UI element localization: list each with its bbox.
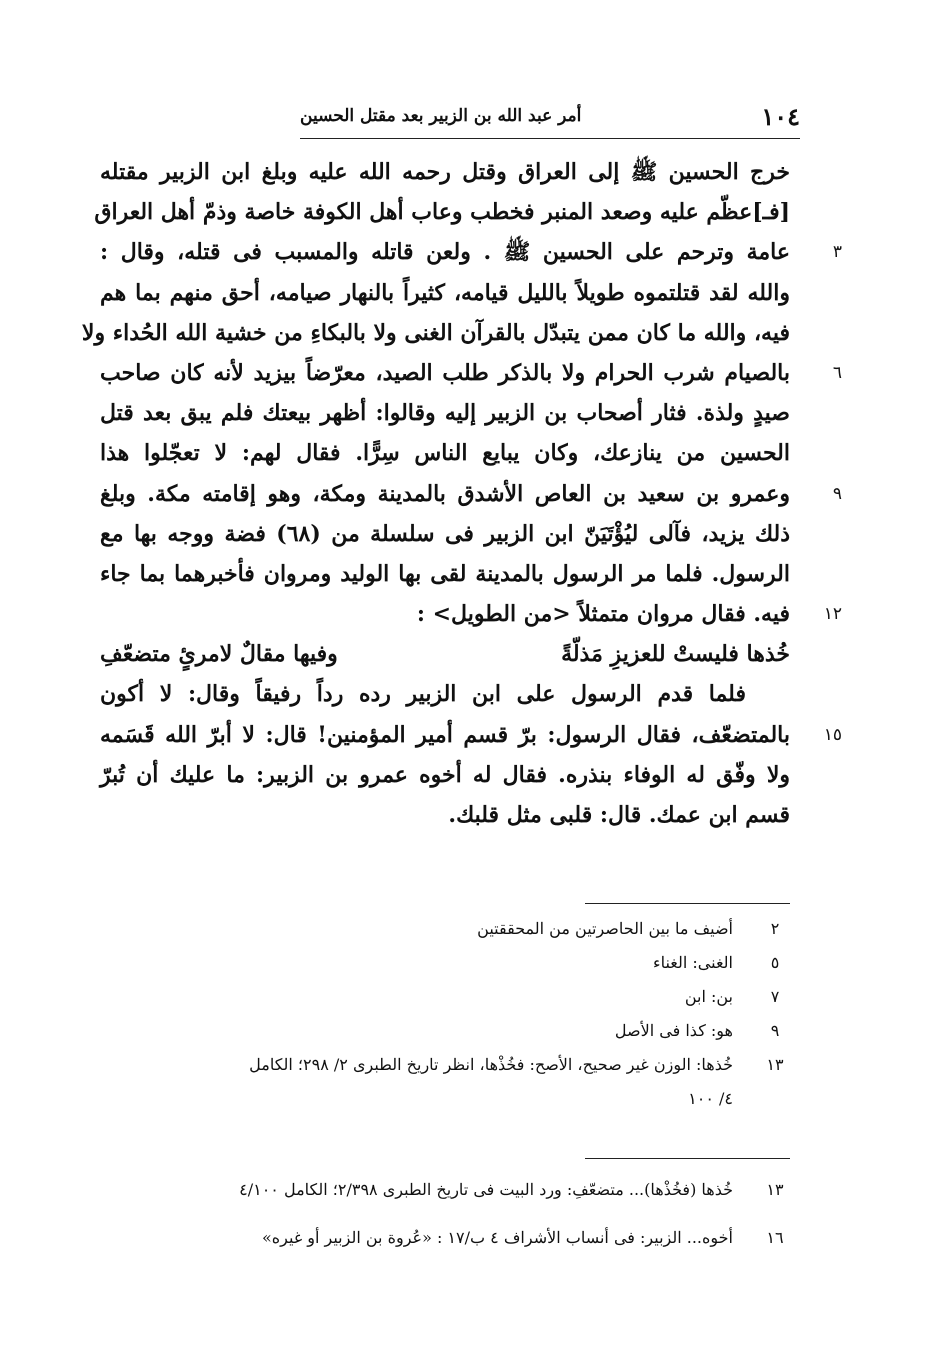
footnote-rule <box>585 903 790 904</box>
footnote: ١٣ خُذها (فخُذْها)... متضعّفِ: ورد البيت فى تاريخ الطبرى ٢/٣٩٨؛ الكامل ٤/١٠٠ <box>100 1166 790 1214</box>
footnote-ref: ١٣ <box>766 1055 784 1074</box>
line-number: ١٥ <box>823 724 842 745</box>
footnote: ٥ الغنى: الغناء <box>100 946 790 980</box>
footnote: ٧ بن: ابن <box>100 980 790 1014</box>
text-line: صيدٍ ولذة. فثار أصحاب بن الزبير إليه وقالوا: أظهر بيعتك فلم يبق بعد قتل <box>100 400 790 427</box>
line-number: ١٢ <box>823 604 842 625</box>
footnote-ref: ١٦ <box>766 1228 784 1247</box>
text-line: فلما قدم الرسول على ابن الزبير رده رداً رفيقاً وقال: لا أكون <box>100 681 746 708</box>
text-line: الحسين من ينازعك، وكان يبايع الناس سِرًّا. فقال لهم: لا تعجّلوا هذا <box>100 440 790 467</box>
verse-hemistich-1: خُذها فليستْ للعزيزِ مَذلّةً <box>561 641 790 668</box>
footnote: ٤/ ١٠٠ <box>688 1089 733 1108</box>
text-line: ٩ وعمرو بن سعيد بن العاص الأشدق بالمدينة ومكة، وهو إقامته مكة. وبلغ <box>100 474 790 514</box>
footnote-ref: ٢ <box>770 919 780 938</box>
text-line: خرج الحسين ﷺ إلى العراق وقتل رحمه الله عليه وبلغ ابن الزبير مقتله <box>100 159 790 185</box>
footnote-ref: ١٣ <box>766 1180 784 1199</box>
text-line: والله لقد قتلتموه طويلاً بالليل قيامه، كثيراً بالنهار صيامه، أحق منهم بما هم <box>100 279 790 306</box>
running-header <box>300 100 800 132</box>
footnote: ٩ هو: كذا فى الأصل <box>100 1014 790 1048</box>
text-line: ١٢ فيه. فقال مروان متمثلاً <من الطويل> : <box>100 594 790 634</box>
footnote: ١٣ خُذها: الوزن غير صحيح، الأصح: فخُذْها، انظر تاريخ الطبرى ٢/ ٢٩٨؛ الكامل <box>100 1048 790 1082</box>
page-number: ١٠٤ <box>761 101 800 131</box>
header-rule <box>300 138 800 139</box>
footnote-rule <box>585 1158 790 1159</box>
text-line: ذلك يزيد، فآلى ليُؤْتَيَنّ ابن الزبير فى سلسلة من (٦٨) فضة ووجه بها مع <box>100 520 790 547</box>
footnote-ref: ٥ <box>770 953 780 972</box>
footnotes-apparatus <box>100 912 790 1116</box>
text-line: فيه، والله ما كان ممن يتبدّل بالقرآن الغنى ولا بالبكاءِ من خشية الله الحُداء ولا <box>81 319 790 346</box>
text-line: ١٥ بالمتضعّف، فقال الرسول: برّ قسم أمير المؤمنين! قال: لا أبرّ الله قَسَمه <box>100 715 790 755</box>
text-line: قسم ابن عمك. قال: قلبى مثل قلبك. <box>448 802 790 828</box>
text-line: الرسول. فلما مر الرسول بالمدينة لقى بها الوليد ومروان فأخبرهما بما جاء <box>100 560 790 587</box>
verse-line <box>100 634 790 674</box>
main-text <box>81 152 842 835</box>
running-title: أمر عبد الله بن الزبير بعد مقتل الحسين <box>300 106 582 126</box>
footnotes-sources <box>100 1166 790 1262</box>
text-line: ٦ بالصيام شرب الحرام ولا بالذكر طلب الصيد، معرّضاً بيزيد لأنه كان صاحب <box>100 353 790 393</box>
line-number: ٣ <box>832 242 842 263</box>
text-line: ولا وفّق له الوفاء بنذره. فقال له أخوه عمرو بن الزبير: ما عليك أن تُبرّ <box>100 761 790 788</box>
line-number: ٦ <box>832 362 842 383</box>
verse-hemistich-2: وفيها مقالٌ لامرئٍ متضعّفِ <box>100 641 338 668</box>
footnote-ref: ٩ <box>770 1021 780 1040</box>
footnote: ١٦ أخوه... الزبير: فى أنساب الأشراف ٤ ب/١٧ : «عُروة بن الزبير أو غيره» <box>100 1214 790 1262</box>
footnote-ref: ٧ <box>770 987 780 1006</box>
footnote: ٢ أضيف ما بين الحاصرتين من المحققتين <box>100 912 790 946</box>
text-line: [فـ]عظّم عليه وصعد المنبر فخطب وعاب أهل الكوفة خاصة وذمّ أهل العراق <box>94 199 790 226</box>
text-line: ٣ عامة وترحم على الحسين ﷺ . ولعن قاتله والمسبب فى قتله، وقال : <box>100 232 790 272</box>
line-number: ٩ <box>832 483 842 504</box>
